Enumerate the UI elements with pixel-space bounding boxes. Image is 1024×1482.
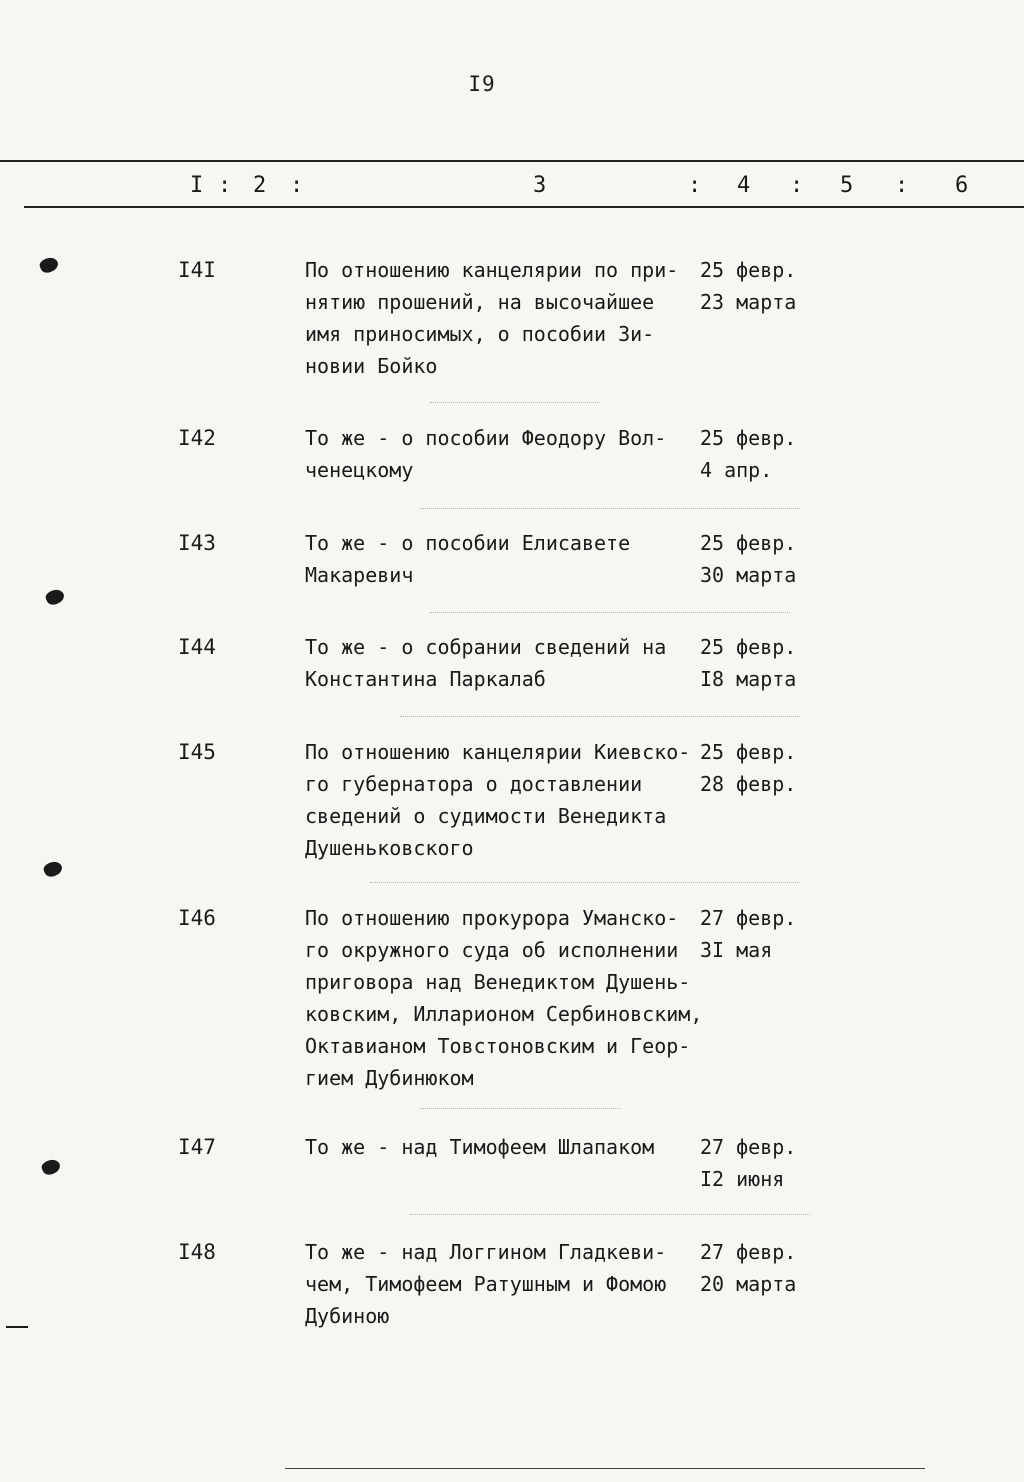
entry-number: I4I [178, 258, 216, 282]
entry-dates [700, 736, 830, 800]
entry-description [305, 527, 705, 591]
column-separator: : [790, 173, 804, 198]
description-line: ковским, Илларионом Сербиновским, [305, 1002, 703, 1026]
entry-number: I42 [178, 426, 216, 450]
start-date: 25 февр. [700, 740, 797, 764]
column-header-3: 3 [533, 173, 547, 198]
description-line: Октавианом Товстоновским и Геор- [305, 1034, 691, 1058]
scan-speck [410, 1214, 810, 1216]
description-line: Душеньковского [305, 836, 474, 860]
header-bottom-rule [24, 206, 1024, 208]
binding-hole-mark [38, 255, 60, 275]
column-header-1: I [190, 173, 204, 198]
end-date: 4 апр. [700, 458, 773, 482]
description-line: гием Дубинюком [305, 1066, 474, 1090]
binding-hole-mark [40, 1157, 62, 1177]
page-number: I9 [468, 72, 496, 96]
description-line: нятию прошений, на высочайшее [305, 290, 655, 314]
description-line: го губернатора о доставлении [305, 772, 643, 796]
page-bottom-rule [285, 1468, 925, 1469]
margin-dash-mark [6, 1326, 28, 1328]
entry-number: I45 [178, 740, 216, 764]
binding-hole-mark [44, 587, 66, 607]
header-top-rule [0, 160, 1024, 162]
scan-speck [430, 612, 790, 614]
column-separator: : [218, 173, 232, 198]
entry-number: I46 [178, 906, 216, 930]
start-date: 25 февр. [700, 426, 797, 450]
entry-description [305, 631, 705, 695]
entry-dates [700, 1131, 830, 1195]
start-date: 25 февр. [700, 635, 797, 659]
description-line: новии Бойко [305, 354, 438, 378]
entry-description [305, 1131, 705, 1163]
entry-dates [700, 631, 830, 695]
scan-speck [420, 508, 800, 510]
entry-dates [700, 1236, 830, 1300]
column-header-4: 4 [737, 173, 751, 198]
description-line: Макаревич [305, 563, 414, 587]
column-separator: : [688, 173, 702, 198]
description-line: чeнецкому [305, 458, 414, 482]
end-date: 23 марта [700, 290, 797, 314]
binding-hole-mark [42, 859, 64, 879]
column-separator: : [895, 173, 909, 198]
scan-speck [420, 1108, 620, 1110]
entry-description [305, 902, 705, 1094]
description-line: По отношению канцелярии по при- [305, 258, 679, 282]
column-header-5: 5 [840, 173, 854, 198]
entry-description [305, 254, 705, 382]
entry-number: I47 [178, 1135, 216, 1159]
start-date: 27 февр. [700, 1240, 797, 1264]
entry-number: I44 [178, 635, 216, 659]
column-separator: : [290, 173, 304, 198]
end-date: I8 марта [700, 667, 797, 691]
description-line: То же - о собрании сведений на [305, 635, 667, 659]
entry-number: I43 [178, 531, 216, 555]
description-line: чем, Тимофеем Ратушным и Фомою [305, 1272, 667, 1296]
end-date: 3I мая [700, 938, 773, 962]
entry-number: I48 [178, 1240, 216, 1264]
entry-dates [700, 422, 830, 486]
description-line: Дубиною [305, 1304, 390, 1328]
start-date: 25 февр. [700, 258, 797, 282]
description-line: То же - о пособии Елисавете [305, 531, 631, 555]
column-header-6: 6 [955, 173, 969, 198]
end-date: 28 февр. [700, 772, 797, 796]
entry-description [305, 422, 705, 486]
scan-speck [430, 402, 600, 404]
start-date: 27 февр. [700, 1135, 797, 1159]
entry-description [305, 1236, 705, 1332]
description-line: То же - над Логгином Гладкеви- [305, 1240, 667, 1264]
end-date: 20 марта [700, 1272, 797, 1296]
entry-dates [700, 527, 830, 591]
end-date: I2 июня [700, 1167, 785, 1191]
description-line: То же - над Тимофеем Шлапаком [305, 1135, 655, 1159]
description-line: имя приносимых, о пособии Зи- [305, 322, 655, 346]
entry-dates [700, 902, 830, 966]
entry-dates [700, 254, 830, 318]
description-line: То же - о пособии Феодору Вол- [305, 426, 667, 450]
description-line: го окружного суда об исполнении [305, 938, 679, 962]
description-line: По отношению канцелярии Киевско- [305, 740, 691, 764]
description-line: Константина Паркалаб [305, 667, 546, 691]
start-date: 25 февр. [700, 531, 797, 555]
entry-description [305, 736, 705, 864]
description-line: По отношению прокурора Уманско- [305, 906, 679, 930]
scan-speck [400, 716, 800, 718]
column-header-2: 2 [253, 173, 267, 198]
scan-speck [370, 882, 800, 884]
start-date: 27 февр. [700, 906, 797, 930]
end-date: 30 марта [700, 563, 797, 587]
description-line: сведений о судимости Венедикта [305, 804, 667, 828]
description-line: приговора над Венедиктом Душень- [305, 970, 691, 994]
